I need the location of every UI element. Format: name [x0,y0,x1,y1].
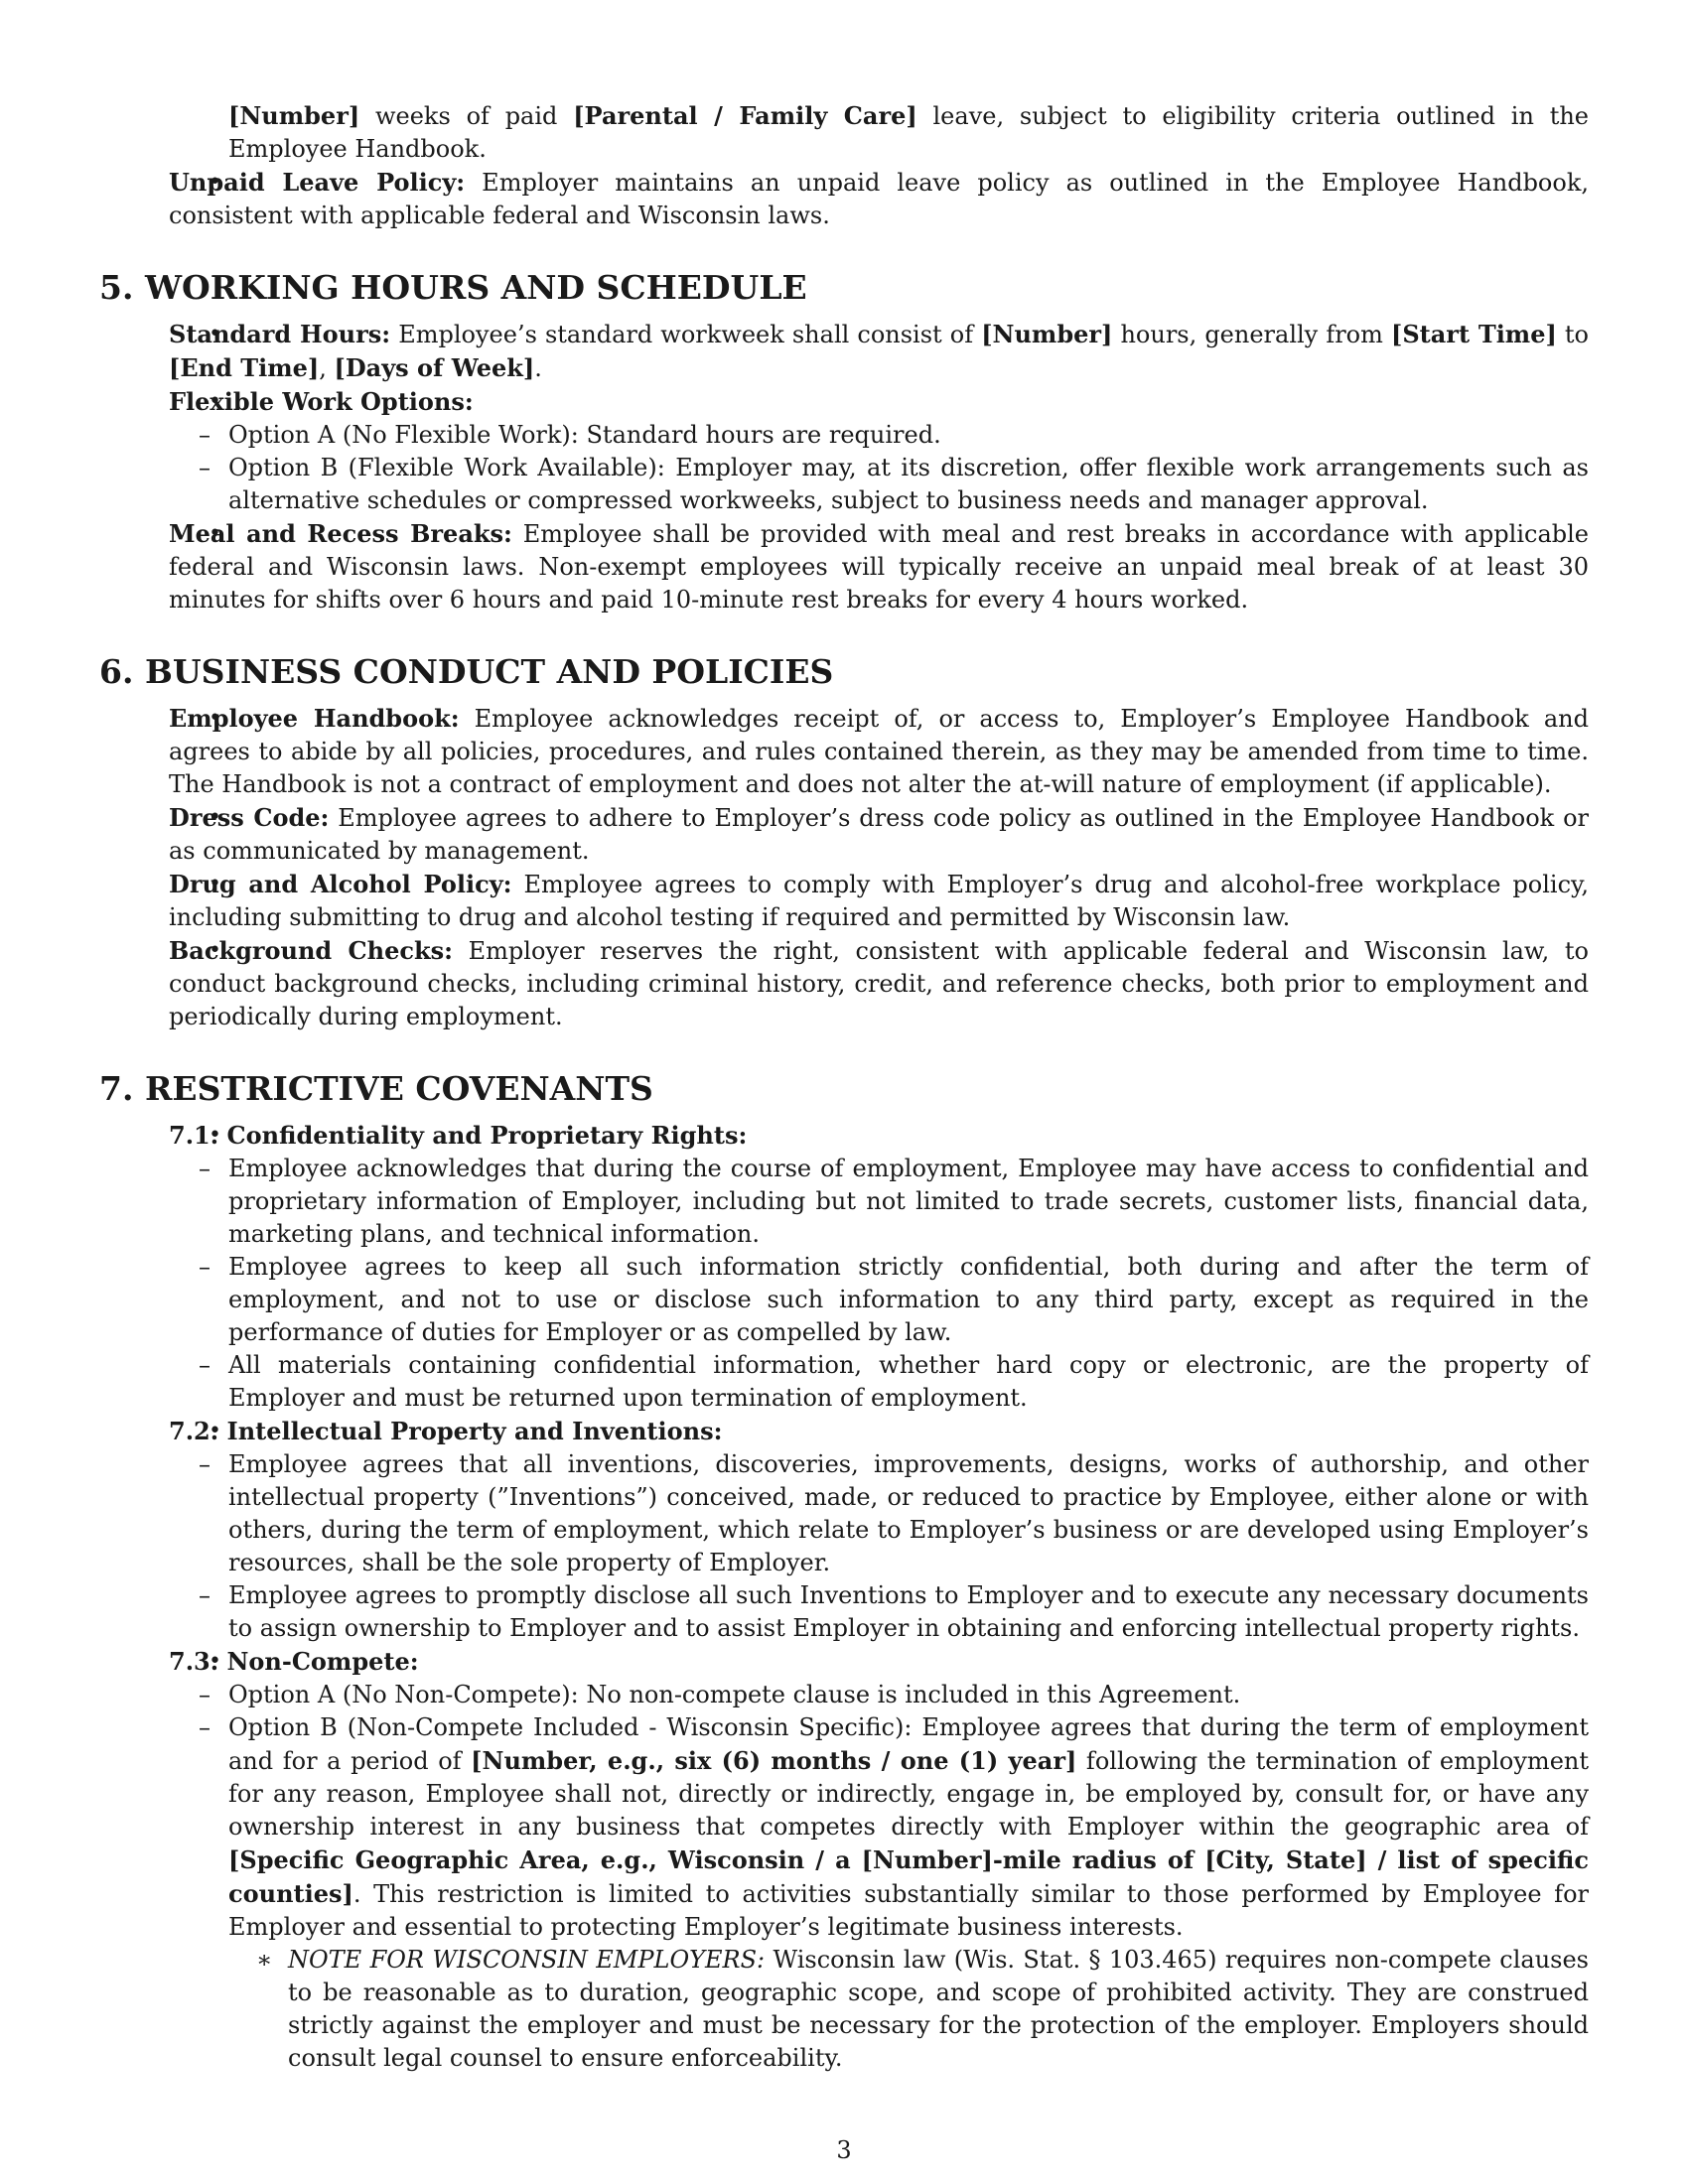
placeholder-geographic-area: [Specific Geographic Area, e.g., Wisconsin / a [Number]-mile radius of [City, State] / list of specific counties] [228,1845,1589,1908]
section-heading-5 [99,268,1589,308]
section-6-list [99,702,1589,1033]
sub-item-option-a: – Option A (No Non-Compete): No non-compete clause is included in this Agreement. [169,1679,1589,1711]
item-label: Standard Hours: [169,320,391,348]
item-label: 7.2. Intellectual Property and Inventions: [169,1417,723,1445]
section-5-list [99,318,1589,616]
item-text: Employee shall be provided with meal and rest breaks in accordance with applicable federal and Wisconsin laws. Non-exempt employees will typically receive an unpaid meal break of at least 30 minutes for shifts over 6 hours and paid 10-minute rest breaks for every 4 hours worked. [169,520,1589,614]
item-text: Employer reserves the right, consistent with applicable federal and Wisconsin law, to conduct background checks, including criminal history, credit, and reference checks, both prior to employment and periodically during employment. [169,937,1589,1030]
text: Employee’s standard workweek shall consist of [390,321,982,348]
item-label: Meal and Recess Breaks: [169,519,512,548]
note-list [228,1944,1589,2075]
item-text: Employer maintains an unpaid leave policy as outlined in the Employee Handbook, consistent with applicable federal and Wisconsin laws. [169,169,1589,229]
section-title: WORKING HOURS AND SCHEDULE [145,268,807,307]
placeholder: [End Time] [169,353,320,382]
text: following the termination of employment for any reason, Employee shall not, directly or indirectly, engage in, be employed by, consult for, or have any ownership interest in any business that competes directly with Employer within the geographic area of [228,1747,1589,1841]
sub-item-option-b [169,1711,1589,2075]
sub-item: – Employee agrees to keep all such information strictly confidential, both during and after the term of employment, and not to use or disclose such information to any third party, except as required in the performance of duties for Employer or as compelled by law. [169,1251,1589,1349]
leave-list [99,166,1589,232]
sub-item: – Employee agrees that all inventions, discoveries, improvements, designs, works of authorship, and other intellectual property (”Inventions”) conceived, made, or reduced to practice by Employee, either alone or with others, during the term of employment, which relate to Employer’s business or are developed using Employer’s resources, shall be the sole property of Employer. [169,1448,1589,1579]
placeholder: [Start Time] [1390,320,1557,348]
placeholder-number: [Number] [228,101,360,130]
section-number: 5. [99,268,134,307]
section-title: RESTRICTIVE COVENANTS [145,1069,653,1108]
placeholder-duration: [Number, e.g., six (6) months / one (1) year] [471,1746,1077,1775]
item-text: Employee agrees to comply with Employer’s drug and alcohol-free workplace policy, including submitting to drug and alcohol testing if required and permitted by Wisconsin law. [169,871,1590,931]
list-item-drug-alcohol [169,868,1589,934]
item-label: Unpaid Leave Policy: [169,168,466,197]
document-page [99,99,1589,2075]
placeholder-leave-type: [Parental / Family Care] [573,101,917,130]
section-number: 6. [99,652,134,691]
list-item-unpaid-leave [169,166,1589,232]
sub-item: – All materials containing confidential information, whether hard copy or electronic, are the property of Employer and must be returned upon termination of employment. [169,1349,1589,1415]
text: , [319,354,335,382]
item-label: 7.3. Non-Compete: [169,1647,419,1676]
text: to [1556,321,1590,348]
text: hours, generally from [1112,321,1391,348]
item-label: Background Checks: [169,936,453,965]
continued-paragraph [99,99,1589,166]
list-item-confidentiality [169,1119,1589,1415]
item-label: Dress Code: [169,803,330,832]
list-item-background-checks [169,934,1589,1033]
note-wisconsin-employers [228,1944,1589,2075]
list-item-employee-handbook [169,702,1589,801]
sub-item-option-a: – Option A (No Flexible Work): Standard hours are required. [169,419,1589,452]
section-heading-7 [99,1069,1589,1109]
non-compete-sublist [169,1679,1589,2075]
list-item-intellectual-property [169,1415,1589,1645]
item-label: Flexible Work Options: [169,387,474,416]
item-label: 7.1. Confidentiality and Proprietary Rights: [169,1121,748,1150]
list-item-dress-code [169,801,1589,868]
item-text: Employee agrees to adhere to Employer’s dress code policy as outlined in the Employee Handbook or as communicated by management. [169,804,1590,865]
list-item-flexible-work [169,385,1589,517]
item-label: Drug and Alcohol Policy: [169,870,512,898]
section-7-list [99,1119,1589,2075]
page-number: 3 [836,2136,852,2164]
note-text: Wisconsin law (Wis. Stat. § 103.465) requires non-compete clauses to be reasonable as to duration, geographic scope, and scope of prohibited activity. They are construed strictly against the employer and must be necessary for the protection of the employer. Employers should consult legal counsel to ensure enforceability. [288,1946,1589,2072]
list-item-non-compete [169,1645,1589,2075]
item-label: Employee Handbook: [169,704,460,733]
section-number: 7. [99,1069,134,1108]
list-item-meal-breaks [169,517,1589,616]
placeholder: [Days of Week] [334,353,535,382]
sub-item-option-b: – Option B (Flexible Work Available): Employer may, at its discretion, offer flexible work arrangements such as alternative schedules or compressed workweeks, subject to business needs and manager approval. [169,452,1589,517]
item-text: Employee acknowledges receipt of, or access to, Employer’s Employee Handbook and agrees to abide by all policies, procedures, and rules contained therein, as they may be amended from time to time. The Handbook is not a contract of employment and does not alter the at-will nature of employment (if applicable). [169,705,1589,798]
sub-item: – Employee agrees to promptly disclose all such Inventions to Employer and to execute any necessary documents to assign ownership to Employer and to assist Employer in obtaining and enforcing intellectual property rights. [169,1579,1589,1645]
note-label: NOTE FOR WISCONSIN EMPLOYERS: [288,1946,766,1974]
text: leave, subject to eligibility criteria outlined in the Employee Handbook. [228,102,1590,163]
list-item-standard-hours [169,318,1589,385]
placeholder: [Number] [981,320,1113,348]
flexible-options-list [169,419,1589,517]
confidentiality-sublist [169,1153,1589,1415]
text: . This restriction is limited to activities substantially similar to those performed by Employee for Employer and essential to protecting Employer’s legitimate business interests. [228,1880,1589,1941]
sub-item: – Employee acknowledges that during the course of employment, Employee may have access to confidential and proprietary information of Employer, including but not limited to trade secrets, customer lists, financial data, marketing plans, and technical information. [169,1153,1589,1251]
text: . [534,354,542,382]
ip-sublist [169,1448,1589,1645]
text: weeks of paid [359,102,574,130]
text: Option B (Non-Compete Included - Wisconsin Specific): Employee agrees that during the term of employment and for a period of [228,1713,1589,1775]
section-heading-6 [99,652,1589,692]
section-title: BUSINESS CONDUCT AND POLICIES [145,652,834,691]
